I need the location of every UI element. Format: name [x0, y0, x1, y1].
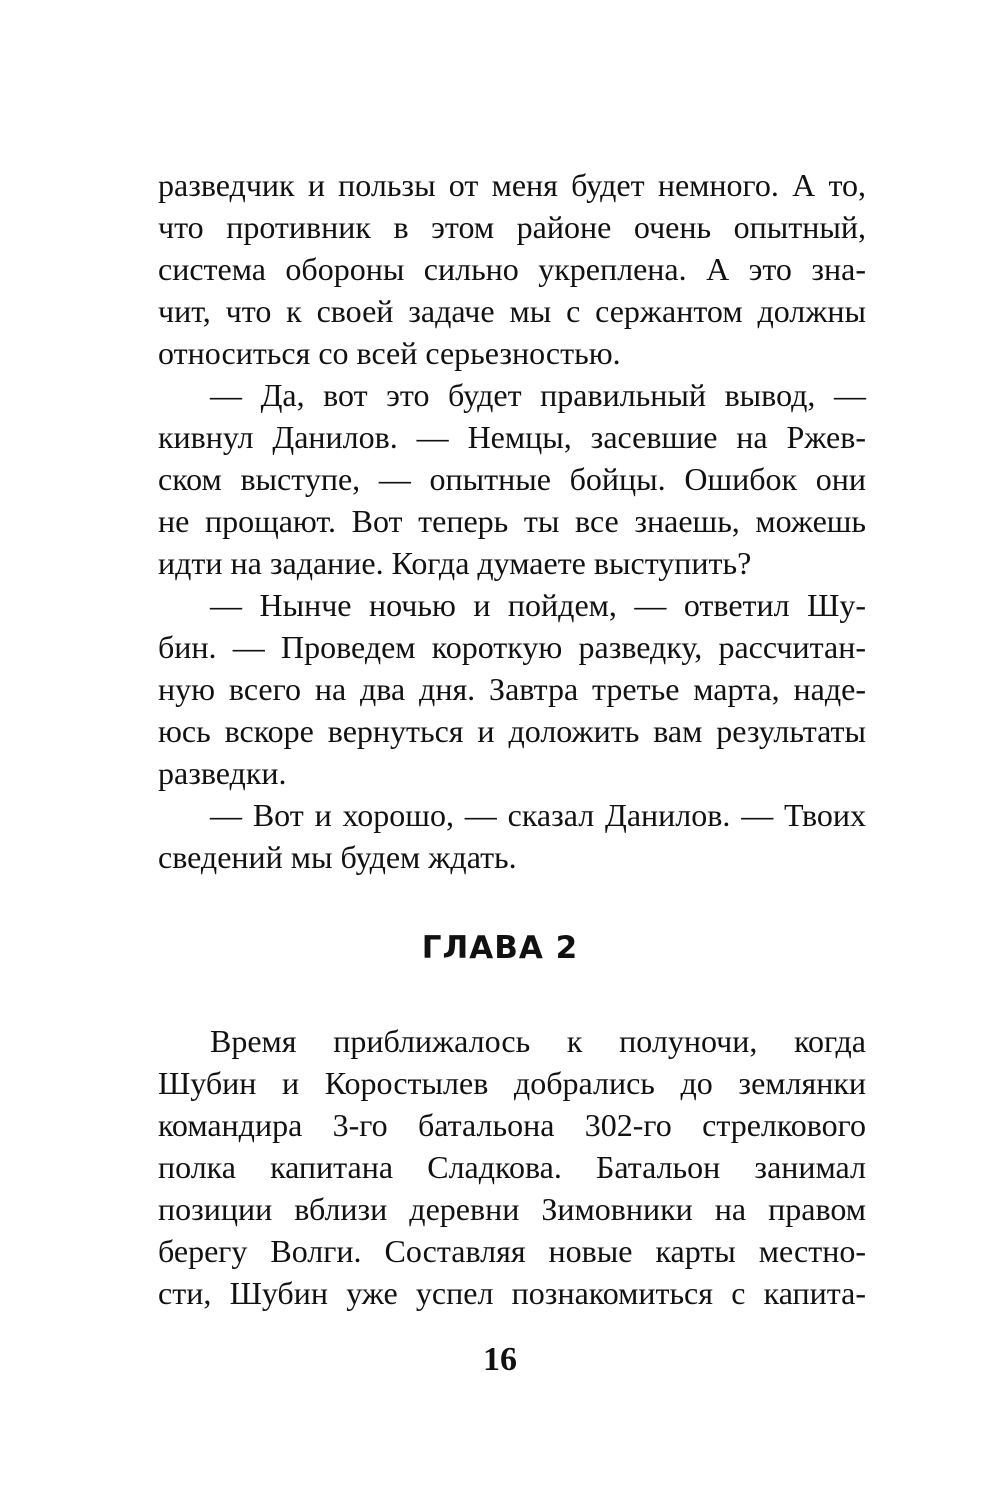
text-line: что противник в этом районе очень опытный, — [158, 209, 866, 245]
text-line: ском выступе, — опытные бойцы. Ошибок они — [158, 461, 866, 497]
text-line: сти, Шубин уже успел познакомиться с капита- — [158, 1275, 866, 1311]
text-line: юсь вскоре вернуться и доложить вам результаты — [158, 713, 866, 749]
text-line: кивнул Данилов. — Немцы, засевшие на Ржев- — [158, 419, 866, 455]
text-line: не прощают. Вот теперь ты все знаешь, можешь — [158, 503, 866, 539]
text-line: разведчик и пользы от меня будет немного. А то, — [158, 167, 866, 203]
text-block-top — [158, 164, 866, 878]
text-line: ную всего на два дня. Завтра третье марта, наде- — [158, 671, 866, 707]
text-line: Шубин и Коростылев добрались до землянки — [158, 1065, 866, 1101]
page-number: 16 — [483, 1341, 517, 1378]
text-line: сведений мы будем ждать. — [158, 839, 517, 875]
text-line: полка капитана Сладкова. Батальон занимал — [158, 1149, 866, 1185]
text-line: чит, что к своей задаче мы с сержантом должны — [158, 293, 866, 329]
text-line: позиции вблизи деревни Зимовники на правом — [158, 1191, 866, 1227]
text-line: — Нынче ночью и пойдем, — ответил Шу- — [210, 587, 866, 623]
chapter-title: ГЛАВА 2 — [421, 930, 579, 966]
text-line: разведки. — [158, 755, 287, 791]
text-line: система обороны сильно укреплена. А это зна- — [158, 251, 866, 287]
text-line: — Вот и хорошо, — сказал Данилов. — Твоих — [210, 797, 866, 833]
text-block-bottom — [158, 1020, 866, 1314]
text-line: командира 3-го батальона 302-го стрелкового — [158, 1107, 866, 1143]
text-line: Время приближалось к полуночи, когда — [210, 1023, 866, 1059]
text-line: — Да, вот это будет правильный вывод, — — [210, 377, 866, 413]
text-line: берегу Волги. Составляя новые карты местно- — [158, 1233, 866, 1269]
text-line: относиться со всей серьезностью. — [158, 335, 621, 371]
text-line: идти на задание. Когда думаете выступить? — [158, 545, 752, 581]
text-line: бин. — Проведем короткую разведку, рассчитан- — [158, 629, 866, 665]
